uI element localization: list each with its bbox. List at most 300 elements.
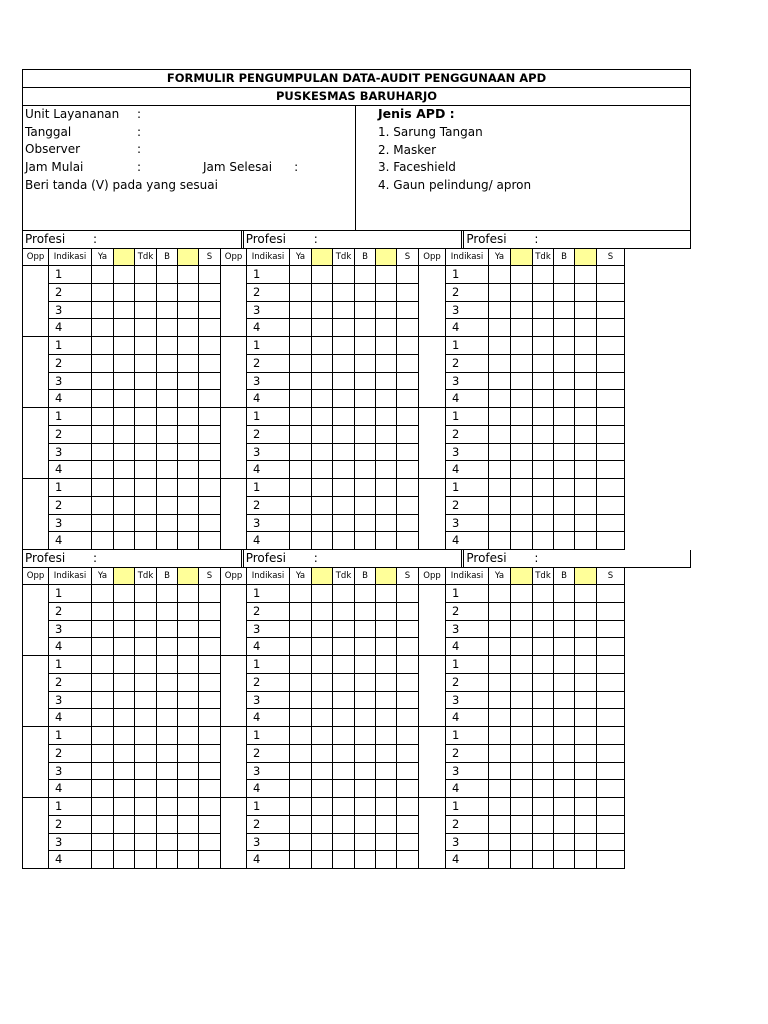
tdk-cell[interactable] <box>333 426 355 444</box>
opp-cell[interactable] <box>221 479 247 550</box>
ya-check-cell[interactable] <box>511 692 533 710</box>
b-check-cell[interactable] <box>376 426 397 444</box>
ya-cell[interactable] <box>489 461 511 479</box>
b-cell[interactable] <box>355 497 376 515</box>
ya-cell[interactable] <box>290 816 312 834</box>
s-cell[interactable] <box>199 515 221 533</box>
s-cell[interactable] <box>597 426 625 444</box>
tdk-cell[interactable] <box>333 674 355 692</box>
ya-check-cell[interactable] <box>511 621 533 639</box>
b-cell[interactable] <box>157 851 178 869</box>
tdk-cell[interactable] <box>333 497 355 515</box>
opp-cell[interactable] <box>221 408 247 479</box>
s-cell[interactable] <box>397 674 419 692</box>
b-check-cell[interactable] <box>575 709 597 727</box>
b-check-cell[interactable] <box>575 798 597 816</box>
tdk-cell[interactable] <box>333 727 355 745</box>
b-cell[interactable] <box>554 585 575 603</box>
s-cell[interactable] <box>397 532 419 550</box>
ya-cell[interactable] <box>92 479 114 497</box>
opp-cell[interactable] <box>419 585 446 656</box>
b-cell[interactable] <box>355 834 376 852</box>
tdk-cell[interactable] <box>135 798 157 816</box>
b-check-cell[interactable] <box>178 674 199 692</box>
ya-check-cell[interactable] <box>511 266 533 284</box>
observer-field[interactable]: Observer : <box>25 141 355 159</box>
tdk-cell[interactable] <box>333 603 355 621</box>
ya-check-cell[interactable] <box>312 266 333 284</box>
ya-check-cell[interactable] <box>511 319 533 337</box>
ya-check-cell[interactable] <box>114 709 135 727</box>
b-cell[interactable] <box>355 621 376 639</box>
b-cell[interactable] <box>157 674 178 692</box>
b-check-cell[interactable] <box>178 444 199 462</box>
ya-cell[interactable] <box>290 709 312 727</box>
ya-check-cell[interactable] <box>312 426 333 444</box>
tdk-cell[interactable] <box>135 834 157 852</box>
ya-check-cell[interactable] <box>312 284 333 302</box>
b-check-cell[interactable] <box>178 497 199 515</box>
ya-check-cell[interactable] <box>312 621 333 639</box>
b-check-cell[interactable] <box>178 638 199 656</box>
s-cell[interactable] <box>199 603 221 621</box>
tanggal-field[interactable]: Tanggal : <box>25 124 355 142</box>
b-cell[interactable] <box>157 479 178 497</box>
b-check-cell[interactable] <box>575 302 597 320</box>
b-check-cell[interactable] <box>575 851 597 869</box>
jam-field[interactable]: Jam Mulai : Jam Selesai : <box>25 159 355 177</box>
s-cell[interactable] <box>597 692 625 710</box>
opp-cell[interactable] <box>23 266 49 337</box>
ya-check-cell[interactable] <box>312 603 333 621</box>
ya-check-cell[interactable] <box>114 302 135 320</box>
s-cell[interactable] <box>397 319 419 337</box>
tdk-cell[interactable] <box>533 373 554 391</box>
b-cell[interactable] <box>554 497 575 515</box>
s-cell[interactable] <box>199 390 221 408</box>
b-check-cell[interactable] <box>575 355 597 373</box>
b-check-cell[interactable] <box>376 408 397 426</box>
tdk-cell[interactable] <box>333 373 355 391</box>
ya-check-cell[interactable] <box>114 284 135 302</box>
ya-check-cell[interactable] <box>312 373 333 391</box>
b-cell[interactable] <box>355 479 376 497</box>
s-cell[interactable] <box>597 461 625 479</box>
unit-field[interactable]: Unit Layananan : <box>25 106 355 124</box>
b-cell[interactable] <box>355 674 376 692</box>
s-cell[interactable] <box>397 727 419 745</box>
b-cell[interactable] <box>157 816 178 834</box>
ya-cell[interactable] <box>489 497 511 515</box>
tdk-cell[interactable] <box>533 266 554 284</box>
s-cell[interactable] <box>199 266 221 284</box>
b-cell[interactable] <box>355 337 376 355</box>
b-check-cell[interactable] <box>376 497 397 515</box>
s-cell[interactable] <box>597 834 625 852</box>
s-cell[interactable] <box>199 674 221 692</box>
b-check-cell[interactable] <box>575 426 597 444</box>
s-cell[interactable] <box>397 355 419 373</box>
b-cell[interactable] <box>355 798 376 816</box>
ya-check-cell[interactable] <box>114 373 135 391</box>
b-cell[interactable] <box>554 656 575 674</box>
ya-check-cell[interactable] <box>511 532 533 550</box>
b-cell[interactable] <box>554 444 575 462</box>
b-cell[interactable] <box>554 745 575 763</box>
ya-check-cell[interactable] <box>511 656 533 674</box>
b-check-cell[interactable] <box>376 674 397 692</box>
ya-cell[interactable] <box>489 656 511 674</box>
opp-cell[interactable] <box>221 656 247 727</box>
ya-check-cell[interactable] <box>511 284 533 302</box>
tdk-cell[interactable] <box>533 621 554 639</box>
b-cell[interactable] <box>157 638 178 656</box>
tdk-cell[interactable] <box>533 585 554 603</box>
ya-cell[interactable] <box>290 638 312 656</box>
tdk-cell[interactable] <box>135 497 157 515</box>
ya-cell[interactable] <box>489 674 511 692</box>
tdk-cell[interactable] <box>333 834 355 852</box>
opp-cell[interactable] <box>221 798 247 869</box>
b-cell[interactable] <box>157 266 178 284</box>
b-cell[interactable] <box>157 444 178 462</box>
s-cell[interactable] <box>597 319 625 337</box>
ya-check-cell[interactable] <box>511 638 533 656</box>
b-check-cell[interactable] <box>376 532 397 550</box>
tdk-cell[interactable] <box>533 709 554 727</box>
b-cell[interactable] <box>157 656 178 674</box>
b-check-cell[interactable] <box>376 816 397 834</box>
ya-check-cell[interactable] <box>511 834 533 852</box>
b-cell[interactable] <box>554 603 575 621</box>
ya-check-cell[interactable] <box>114 337 135 355</box>
opp-cell[interactable] <box>23 408 49 479</box>
s-cell[interactable] <box>597 373 625 391</box>
ya-check-cell[interactable] <box>511 603 533 621</box>
b-check-cell[interactable] <box>575 532 597 550</box>
tdk-cell[interactable] <box>533 834 554 852</box>
ya-cell[interactable] <box>489 426 511 444</box>
b-cell[interactable] <box>355 266 376 284</box>
b-check-cell[interactable] <box>178 532 199 550</box>
ya-cell[interactable] <box>290 834 312 852</box>
b-cell[interactable] <box>554 816 575 834</box>
b-cell[interactable] <box>157 337 178 355</box>
s-cell[interactable] <box>397 461 419 479</box>
tdk-cell[interactable] <box>135 692 157 710</box>
b-check-cell[interactable] <box>376 444 397 462</box>
b-cell[interactable] <box>554 355 575 373</box>
ya-cell[interactable] <box>489 532 511 550</box>
tdk-cell[interactable] <box>135 603 157 621</box>
b-cell[interactable] <box>554 692 575 710</box>
ya-cell[interactable] <box>290 390 312 408</box>
profesi-field[interactable]: Profesi : <box>244 550 463 567</box>
tdk-cell[interactable] <box>135 302 157 320</box>
ya-check-cell[interactable] <box>114 763 135 781</box>
ya-check-cell[interactable] <box>511 373 533 391</box>
opp-cell[interactable] <box>419 479 446 550</box>
ya-check-cell[interactable] <box>511 585 533 603</box>
ya-check-cell[interactable] <box>312 337 333 355</box>
tdk-cell[interactable] <box>333 408 355 426</box>
ya-check-cell[interactable] <box>312 656 333 674</box>
b-cell[interactable] <box>355 709 376 727</box>
tdk-cell[interactable] <box>533 727 554 745</box>
b-cell[interactable] <box>554 727 575 745</box>
profesi-field[interactable]: Profesi : <box>464 550 691 567</box>
s-cell[interactable] <box>397 851 419 869</box>
tdk-cell[interactable] <box>333 266 355 284</box>
ya-cell[interactable] <box>489 798 511 816</box>
s-cell[interactable] <box>597 515 625 533</box>
ya-cell[interactable] <box>489 851 511 869</box>
ya-cell[interactable] <box>92 656 114 674</box>
tdk-cell[interactable] <box>333 621 355 639</box>
s-cell[interactable] <box>199 479 221 497</box>
tdk-cell[interactable] <box>333 444 355 462</box>
ya-cell[interactable] <box>489 337 511 355</box>
s-cell[interactable] <box>199 532 221 550</box>
ya-check-cell[interactable] <box>114 745 135 763</box>
b-cell[interactable] <box>157 373 178 391</box>
ya-check-cell[interactable] <box>114 727 135 745</box>
b-cell[interactable] <box>157 780 178 798</box>
b-cell[interactable] <box>554 390 575 408</box>
tdk-cell[interactable] <box>533 284 554 302</box>
ya-check-cell[interactable] <box>114 408 135 426</box>
s-cell[interactable] <box>597 479 625 497</box>
ya-check-cell[interactable] <box>312 319 333 337</box>
b-cell[interactable] <box>554 798 575 816</box>
s-cell[interactable] <box>199 319 221 337</box>
b-check-cell[interactable] <box>178 515 199 533</box>
s-cell[interactable] <box>199 355 221 373</box>
ya-check-cell[interactable] <box>114 390 135 408</box>
tdk-cell[interactable] <box>135 656 157 674</box>
ya-cell[interactable] <box>290 798 312 816</box>
opp-cell[interactable] <box>23 727 49 798</box>
ya-cell[interactable] <box>489 319 511 337</box>
ya-check-cell[interactable] <box>312 816 333 834</box>
ya-cell[interactable] <box>290 479 312 497</box>
ya-cell[interactable] <box>489 444 511 462</box>
ya-check-cell[interactable] <box>511 337 533 355</box>
s-cell[interactable] <box>597 603 625 621</box>
s-cell[interactable] <box>397 834 419 852</box>
b-cell[interactable] <box>355 532 376 550</box>
b-check-cell[interactable] <box>575 515 597 533</box>
ya-cell[interactable] <box>290 780 312 798</box>
ya-cell[interactable] <box>92 638 114 656</box>
ya-check-cell[interactable] <box>511 390 533 408</box>
ya-check-cell[interactable] <box>114 532 135 550</box>
b-cell[interactable] <box>554 834 575 852</box>
b-cell[interactable] <box>554 302 575 320</box>
b-check-cell[interactable] <box>376 266 397 284</box>
ya-cell[interactable] <box>92 355 114 373</box>
profesi-field[interactable]: Profesi : <box>23 550 242 567</box>
opp-cell[interactable] <box>419 408 446 479</box>
ya-check-cell[interactable] <box>511 851 533 869</box>
b-check-cell[interactable] <box>376 585 397 603</box>
ya-check-cell[interactable] <box>114 780 135 798</box>
s-cell[interactable] <box>199 834 221 852</box>
ya-cell[interactable] <box>92 373 114 391</box>
ya-check-cell[interactable] <box>312 444 333 462</box>
b-cell[interactable] <box>554 373 575 391</box>
b-check-cell[interactable] <box>178 461 199 479</box>
s-cell[interactable] <box>199 408 221 426</box>
b-check-cell[interactable] <box>575 656 597 674</box>
ya-check-cell[interactable] <box>114 638 135 656</box>
tdk-cell[interactable] <box>533 692 554 710</box>
s-cell[interactable] <box>597 532 625 550</box>
tdk-cell[interactable] <box>533 532 554 550</box>
ya-cell[interactable] <box>489 745 511 763</box>
ya-check-cell[interactable] <box>511 515 533 533</box>
b-check-cell[interactable] <box>376 284 397 302</box>
ya-cell[interactable] <box>92 709 114 727</box>
tdk-cell[interactable] <box>533 302 554 320</box>
ya-check-cell[interactable] <box>312 585 333 603</box>
tdk-cell[interactable] <box>135 851 157 869</box>
b-cell[interactable] <box>355 319 376 337</box>
ya-cell[interactable] <box>290 851 312 869</box>
s-cell[interactable] <box>199 373 221 391</box>
s-cell[interactable] <box>397 780 419 798</box>
tdk-cell[interactable] <box>333 692 355 710</box>
s-cell[interactable] <box>597 444 625 462</box>
s-cell[interactable] <box>397 373 419 391</box>
s-cell[interactable] <box>397 302 419 320</box>
tdk-cell[interactable] <box>333 780 355 798</box>
s-cell[interactable] <box>597 497 625 515</box>
ya-check-cell[interactable] <box>114 798 135 816</box>
b-cell[interactable] <box>157 727 178 745</box>
tdk-cell[interactable] <box>533 408 554 426</box>
s-cell[interactable] <box>597 390 625 408</box>
s-cell[interactable] <box>199 656 221 674</box>
opp-cell[interactable] <box>23 798 49 869</box>
ya-cell[interactable] <box>92 532 114 550</box>
opp-cell[interactable] <box>23 585 49 656</box>
b-check-cell[interactable] <box>178 355 199 373</box>
s-cell[interactable] <box>199 709 221 727</box>
b-cell[interactable] <box>157 798 178 816</box>
b-cell[interactable] <box>554 284 575 302</box>
tdk-cell[interactable] <box>135 337 157 355</box>
b-check-cell[interactable] <box>575 390 597 408</box>
ya-cell[interactable] <box>489 302 511 320</box>
b-cell[interactable] <box>157 709 178 727</box>
b-cell[interactable] <box>554 426 575 444</box>
ya-check-cell[interactable] <box>114 692 135 710</box>
ya-check-cell[interactable] <box>312 638 333 656</box>
ya-check-cell[interactable] <box>312 745 333 763</box>
s-cell[interactable] <box>397 479 419 497</box>
ya-check-cell[interactable] <box>511 780 533 798</box>
ya-cell[interactable] <box>489 709 511 727</box>
b-check-cell[interactable] <box>178 373 199 391</box>
b-check-cell[interactable] <box>376 603 397 621</box>
s-cell[interactable] <box>397 621 419 639</box>
s-cell[interactable] <box>199 638 221 656</box>
profesi-field[interactable]: Profesi : <box>464 231 691 248</box>
ya-check-cell[interactable] <box>114 621 135 639</box>
tdk-cell[interactable] <box>533 780 554 798</box>
ya-check-cell[interactable] <box>511 426 533 444</box>
s-cell[interactable] <box>397 709 419 727</box>
tdk-cell[interactable] <box>333 461 355 479</box>
ya-cell[interactable] <box>489 780 511 798</box>
s-cell[interactable] <box>597 284 625 302</box>
ya-check-cell[interactable] <box>312 461 333 479</box>
b-cell[interactable] <box>554 408 575 426</box>
ya-cell[interactable] <box>290 603 312 621</box>
ya-check-cell[interactable] <box>312 302 333 320</box>
ya-cell[interactable] <box>290 373 312 391</box>
b-cell[interactable] <box>157 461 178 479</box>
b-check-cell[interactable] <box>178 621 199 639</box>
opp-cell[interactable] <box>419 656 446 727</box>
opp-cell[interactable] <box>23 337 49 408</box>
ya-check-cell[interactable] <box>114 834 135 852</box>
b-cell[interactable] <box>355 745 376 763</box>
s-cell[interactable] <box>597 851 625 869</box>
opp-cell[interactable] <box>221 266 247 337</box>
tdk-cell[interactable] <box>135 727 157 745</box>
ya-cell[interactable] <box>92 461 114 479</box>
ya-cell[interactable] <box>489 763 511 781</box>
s-cell[interactable] <box>397 266 419 284</box>
s-cell[interactable] <box>199 585 221 603</box>
tdk-cell[interactable] <box>533 851 554 869</box>
tdk-cell[interactable] <box>135 638 157 656</box>
tdk-cell[interactable] <box>533 798 554 816</box>
b-check-cell[interactable] <box>178 851 199 869</box>
b-check-cell[interactable] <box>376 638 397 656</box>
b-cell[interactable] <box>355 603 376 621</box>
b-cell[interactable] <box>157 692 178 710</box>
tdk-cell[interactable] <box>135 585 157 603</box>
ya-cell[interactable] <box>489 727 511 745</box>
b-cell[interactable] <box>355 426 376 444</box>
s-cell[interactable] <box>199 816 221 834</box>
ya-check-cell[interactable] <box>312 390 333 408</box>
tdk-cell[interactable] <box>135 373 157 391</box>
ya-cell[interactable] <box>489 479 511 497</box>
ya-cell[interactable] <box>290 408 312 426</box>
b-check-cell[interactable] <box>178 709 199 727</box>
ya-cell[interactable] <box>489 816 511 834</box>
s-cell[interactable] <box>597 745 625 763</box>
b-check-cell[interactable] <box>575 373 597 391</box>
b-cell[interactable] <box>355 585 376 603</box>
s-cell[interactable] <box>199 780 221 798</box>
ya-cell[interactable] <box>489 266 511 284</box>
b-cell[interactable] <box>355 515 376 533</box>
b-check-cell[interactable] <box>178 780 199 798</box>
s-cell[interactable] <box>199 337 221 355</box>
tdk-cell[interactable] <box>135 621 157 639</box>
b-check-cell[interactable] <box>178 798 199 816</box>
ya-check-cell[interactable] <box>511 763 533 781</box>
b-cell[interactable] <box>554 621 575 639</box>
b-cell[interactable] <box>554 674 575 692</box>
tdk-cell[interactable] <box>333 638 355 656</box>
ya-cell[interactable] <box>290 497 312 515</box>
